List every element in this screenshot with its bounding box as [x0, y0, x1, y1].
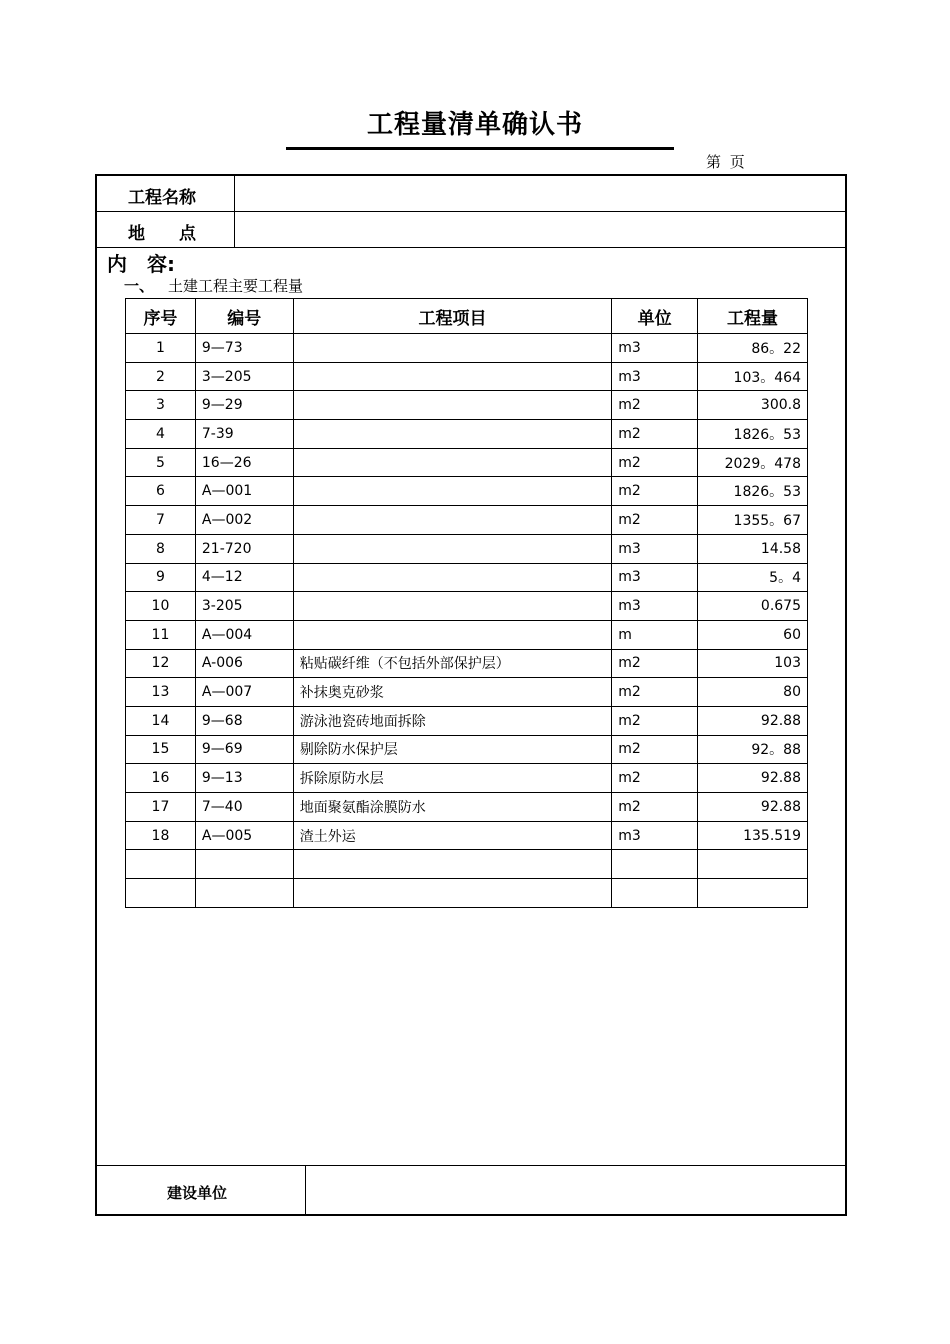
- cell-unit: m2: [612, 764, 698, 793]
- cell-code: 16—26: [195, 448, 293, 477]
- cell-item: [293, 477, 612, 506]
- cell-code: 21-720: [195, 534, 293, 563]
- table-row: [126, 420, 808, 449]
- cell-code: 3-205: [195, 592, 293, 621]
- cell-quantity: [698, 850, 808, 879]
- cell-unit: m2: [612, 706, 698, 735]
- cell-item: [293, 420, 612, 449]
- cell-item: [293, 620, 612, 649]
- cell-index: 5: [126, 448, 196, 477]
- cell-unit: [612, 879, 698, 908]
- table-row: [126, 764, 808, 793]
- project-name-label: 工程名称: [128, 188, 196, 208]
- cell-item: [293, 334, 612, 363]
- cell-unit: m2: [612, 391, 698, 420]
- cell-quantity: 92.88: [698, 706, 808, 735]
- cell-unit: m2: [612, 448, 698, 477]
- signature-label: 建设单位: [167, 1184, 228, 1202]
- table-row: [126, 850, 808, 879]
- cell-quantity: 0.675: [698, 592, 808, 621]
- cell-unit: m3: [612, 592, 698, 621]
- cell-quantity: 2029。478: [698, 448, 808, 477]
- cell-quantity: [698, 879, 808, 908]
- signature-divider: [305, 1165, 306, 1214]
- cell-index: 18: [126, 821, 196, 850]
- cell-quantity: 60: [698, 620, 808, 649]
- cell-index: 4: [126, 420, 196, 449]
- table-row: [126, 793, 808, 822]
- cell-quantity: 92.88: [698, 764, 808, 793]
- cell-index: 9: [126, 563, 196, 592]
- cell-item: [293, 391, 612, 420]
- cell-quantity: 103。464: [698, 362, 808, 391]
- cell-quantity: 1355。67: [698, 506, 808, 535]
- cell-item: 剔除防水保护层: [293, 735, 612, 764]
- cell-code: A—001: [195, 477, 293, 506]
- cell-index: [126, 879, 196, 908]
- cell-quantity: 86。22: [698, 334, 808, 363]
- cell-unit: m: [612, 620, 698, 649]
- cell-item: [293, 563, 612, 592]
- cell-item: [293, 592, 612, 621]
- cell-code: A—002: [195, 506, 293, 535]
- cell-quantity: 300.8: [698, 391, 808, 420]
- cell-item: [293, 534, 612, 563]
- table-row: [126, 620, 808, 649]
- cell-code: 9—73: [195, 334, 293, 363]
- title-underline: [286, 147, 674, 150]
- cell-code: 7-39: [195, 420, 293, 449]
- cell-index: 2: [126, 362, 196, 391]
- col-header-quantity: 工程量: [698, 299, 808, 334]
- cell-index: 10: [126, 592, 196, 621]
- cell-item: 补抹奥克砂浆: [293, 678, 612, 707]
- cell-index: 12: [126, 649, 196, 678]
- quantity-table: [125, 298, 808, 908]
- cell-index: 13: [126, 678, 196, 707]
- table-row: [126, 879, 808, 908]
- signature-top-line: [97, 1165, 845, 1166]
- cell-code: [195, 850, 293, 879]
- table-row: [126, 334, 808, 363]
- col-header-index: 序号: [126, 299, 196, 334]
- cell-code: 9—69: [195, 735, 293, 764]
- cell-unit: m2: [612, 420, 698, 449]
- cell-item: [293, 506, 612, 535]
- cell-code: 3—205: [195, 362, 293, 391]
- section-title: 土建工程主要工程量: [168, 277, 304, 295]
- header-bottom-line: [97, 247, 845, 248]
- header-row-line: [97, 211, 845, 212]
- section-number: 一、: [124, 277, 155, 295]
- cell-code: 9—68: [195, 706, 293, 735]
- cell-code: A—007: [195, 678, 293, 707]
- cell-unit: m2: [612, 649, 698, 678]
- table-body: [126, 334, 808, 908]
- cell-code: 4—12: [195, 563, 293, 592]
- cell-quantity: 92.88: [698, 793, 808, 822]
- table-row: [126, 649, 808, 678]
- cell-quantity: 14.58: [698, 534, 808, 563]
- cell-quantity: 92。88: [698, 735, 808, 764]
- cell-item: [293, 850, 612, 879]
- cell-index: 11: [126, 620, 196, 649]
- cell-item: 粘贴碳纤维（不包括外部保护层）: [293, 649, 612, 678]
- table-row: [126, 678, 808, 707]
- col-header-code: 编号: [195, 299, 293, 334]
- location-label: 地 点: [128, 224, 196, 244]
- cell-unit: m2: [612, 506, 698, 535]
- cell-code: 9—13: [195, 764, 293, 793]
- cell-unit: m3: [612, 534, 698, 563]
- cell-item: [293, 362, 612, 391]
- cell-item: 渣土外运: [293, 821, 612, 850]
- cell-code: 7—40: [195, 793, 293, 822]
- col-header-unit: 单位: [612, 299, 698, 334]
- cell-item: [293, 879, 612, 908]
- table-row: [126, 592, 808, 621]
- cell-index: 14: [126, 706, 196, 735]
- cell-unit: m3: [612, 362, 698, 391]
- cell-index: 6: [126, 477, 196, 506]
- section-heading: [124, 275, 303, 296]
- cell-quantity: 1826。53: [698, 420, 808, 449]
- cell-item: 拆除原防水层: [293, 764, 612, 793]
- table-row: [126, 391, 808, 420]
- cell-unit: m2: [612, 793, 698, 822]
- cell-index: 8: [126, 534, 196, 563]
- cell-index: 17: [126, 793, 196, 822]
- cell-unit: m3: [612, 563, 698, 592]
- table-row: [126, 448, 808, 477]
- cell-index: 16: [126, 764, 196, 793]
- cell-unit: [612, 850, 698, 879]
- cell-item: [293, 448, 612, 477]
- cell-code: 9—29: [195, 391, 293, 420]
- col-header-item: 工程项目: [293, 299, 612, 334]
- cell-quantity: 103: [698, 649, 808, 678]
- cell-code: A—004: [195, 620, 293, 649]
- cell-index: 15: [126, 735, 196, 764]
- cell-index: [126, 850, 196, 879]
- cell-unit: m3: [612, 334, 698, 363]
- table-row: [126, 735, 808, 764]
- cell-item: 游泳池瓷砖地面拆除: [293, 706, 612, 735]
- table-row: [126, 534, 808, 563]
- table-row: [126, 563, 808, 592]
- cell-quantity: 5。4: [698, 563, 808, 592]
- cell-item: 地面聚氨酯涂膜防水: [293, 793, 612, 822]
- table-row: [126, 506, 808, 535]
- table-row: [126, 362, 808, 391]
- cell-unit: m2: [612, 735, 698, 764]
- table-row: [126, 821, 808, 850]
- table-row: [126, 706, 808, 735]
- form-frame: [95, 174, 847, 1216]
- cell-quantity: 1826。53: [698, 477, 808, 506]
- cell-index: 7: [126, 506, 196, 535]
- cell-code: A-006: [195, 649, 293, 678]
- cell-unit: m2: [612, 477, 698, 506]
- cell-unit: m3: [612, 821, 698, 850]
- cell-index: 3: [126, 391, 196, 420]
- table-row: [126, 477, 808, 506]
- cell-quantity: 80: [698, 678, 808, 707]
- content-label: 内 容:: [107, 252, 175, 276]
- cell-unit: m2: [612, 678, 698, 707]
- cell-index: 1: [126, 334, 196, 363]
- page-marker: 第 页: [706, 153, 745, 171]
- document-title: 工程量清单确认书: [366, 110, 583, 140]
- cell-quantity: 135.519: [698, 821, 808, 850]
- cell-code: [195, 879, 293, 908]
- cell-code: A—005: [195, 821, 293, 850]
- table-header-row: [126, 299, 808, 334]
